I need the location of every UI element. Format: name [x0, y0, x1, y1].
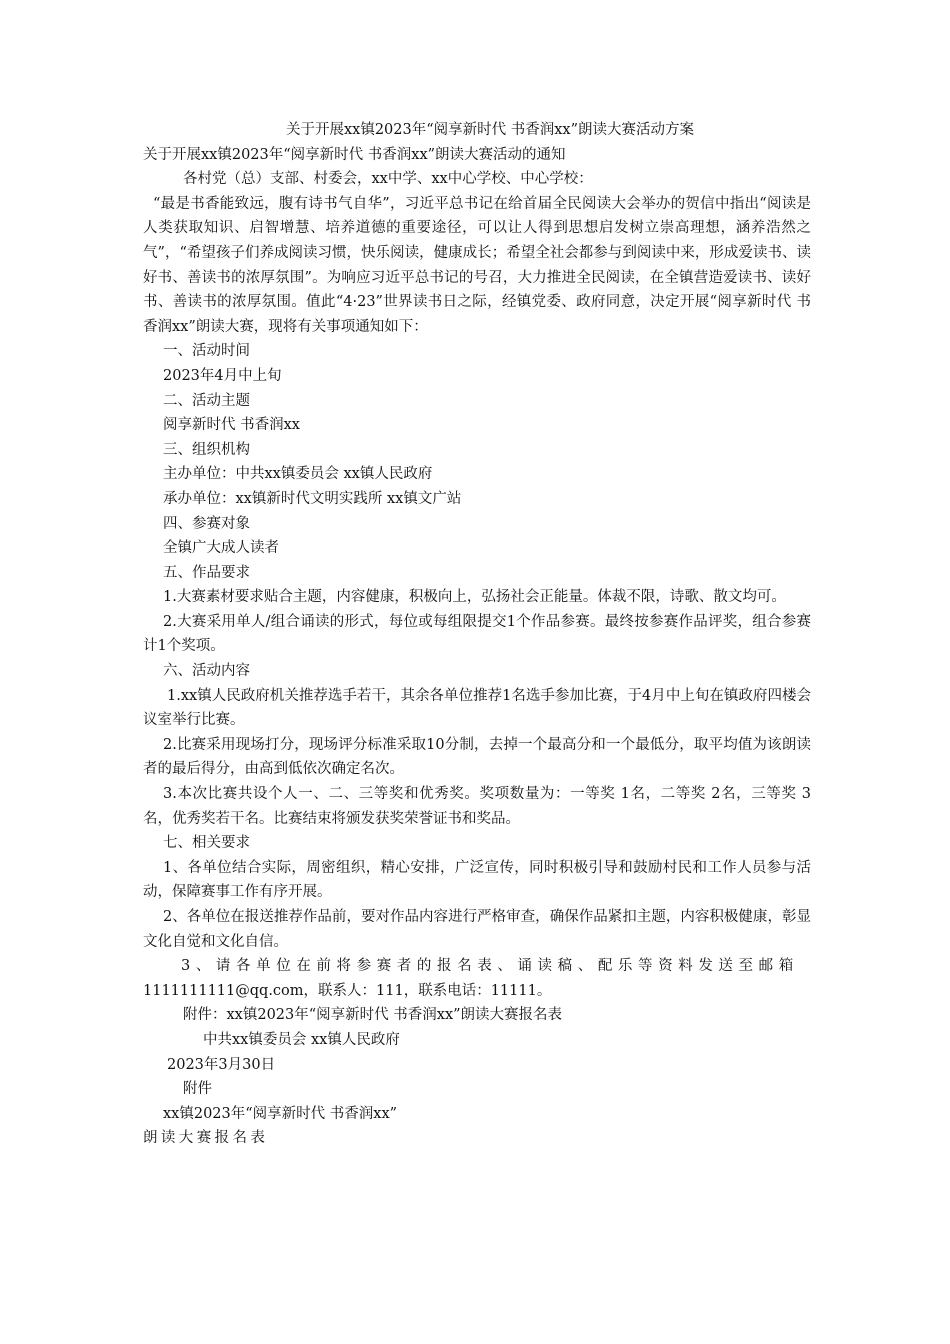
section-heading-time: 一、活动时间 [163, 343, 250, 360]
notice-title: 关于开展xx镇2023年“阅享新时代 书香润xx”朗读大赛活动的通知 [143, 146, 566, 163]
document-date: 2023年3月30日 [167, 1056, 276, 1073]
content-item-1: 1.xx镇人民政府机关推荐选手若干，其余各单位推荐1名选手参加比赛，于4月中上旬在镇政府四楼会议室举行比赛。 [143, 687, 811, 729]
form-title-line-1: xx镇2023年“阅享新时代 书香润xx” [163, 1105, 398, 1122]
related-item-3-line-2: 1111111111@qq.com，联系人：111，联系电话：11111。 [143, 982, 552, 999]
section-heading-related: 七、相关要求 [163, 835, 250, 852]
content-item-3: 3.本次比赛共设个人一、二、三等奖和优秀奖。奖项数量为：一等奖 1名，二等奖 2名，三等奖 3名，优秀奖若干名。比赛结束将颁发获奖荣誉证书和奖品。 [143, 786, 811, 827]
attachment-label: 附件 [183, 1081, 212, 1098]
intro-paragraph: “最是书香能致远，腹有诗书气自华”，习近平总书记在给首届全民阅读大会举办的贺信中指出“阅读是人类获取知识、启智增慧、培养道德的重要途径，可以让人得到思想启发树立崇高理想，涵养浩然之气”，“希望孩子们养成阅读习惯，快乐阅读，健康成长；希望全社会都参与到阅读中来，形成爱读书、读好书、善读书的浓厚氛围”。为响应习近平总书记的号召，大力推进全民阅读，在全镇营造爱读书、读好书、善读书的浓厚氛围。值此“4·23”世界读书日之际，经镇党委、政府同意，决定开展“阅享新时代 书香润xx”朗读大赛，现将有关事项通知如下： [143, 195, 811, 335]
related-item-2: 2、各单位在报送推荐作品前，要对作品内容进行严格审查，确保作品紧扣主题，内容积极健康，彰显文化自觉和文化自信。 [143, 909, 811, 950]
document-body [143, 118, 811, 1151]
organizer-line: 主办单位：中共xx镇委员会 xx镇人民政府 [163, 466, 433, 483]
requirement-item-1: 1.大赛素材要求贴合主题，内容健康，积极向上，弘扬社会正能量。体裁不限，诗歌、散文均可。 [163, 589, 786, 606]
section-heading-content: 六、活动内容 [163, 663, 250, 680]
section-body-theme: 阅享新时代 书香润xx [163, 417, 300, 434]
recipients-line: 各村党（总）支部、村委会，xx中学、xx中心学校、中心学校： [183, 171, 593, 188]
form-title-line-2: 朗读大赛报名表 [143, 1130, 269, 1147]
undertaker-line: 承办单位：xx镇新时代文明实践所 xx镇文广站 [163, 490, 462, 507]
section-heading-organization: 三、组织机构 [163, 441, 250, 458]
section-heading-participants: 四、参赛对象 [163, 515, 250, 532]
section-body-time: 2023年4月中上旬 [163, 367, 282, 384]
attachment-note: 附件：xx镇2023年“阅享新时代 书香润xx”朗读大赛报名表 [183, 1007, 563, 1024]
related-item-3-line-1: 3、请各单位在前将参赛者的报名表、诵读稿、配乐等资料发送至邮箱 [181, 958, 799, 975]
related-item-1: 1、各单位结合实际，周密组织，精心安排，广泛宣传，同时积极引导和鼓励村民和工作人员参与活动，保障赛事工作有序开展。 [143, 859, 811, 901]
section-body-participants: 全镇广大成人读者 [163, 540, 279, 557]
document-title: 关于开展xx镇2023年“阅享新时代 书香润xx”朗读大赛活动方案 [285, 122, 695, 138]
section-heading-theme: 二、活动主题 [163, 392, 250, 409]
content-item-2: 2.比赛采用现场打分，现场评分标准采取10分制，去掉一个最高分和一个最低分，取平均值为该朗读者的最后得分，由高到低依次确定名次。 [143, 736, 811, 778]
requirement-item-2: 2.大赛采用单人/组合诵读的形式，每位或每组限提交1个作品参赛。最终按参赛作品评奖，组合参赛计1个奖项。 [143, 613, 811, 655]
signature: 中共xx镇委员会 xx镇人民政府 [203, 1031, 400, 1048]
section-heading-requirements: 五、作品要求 [163, 564, 250, 581]
